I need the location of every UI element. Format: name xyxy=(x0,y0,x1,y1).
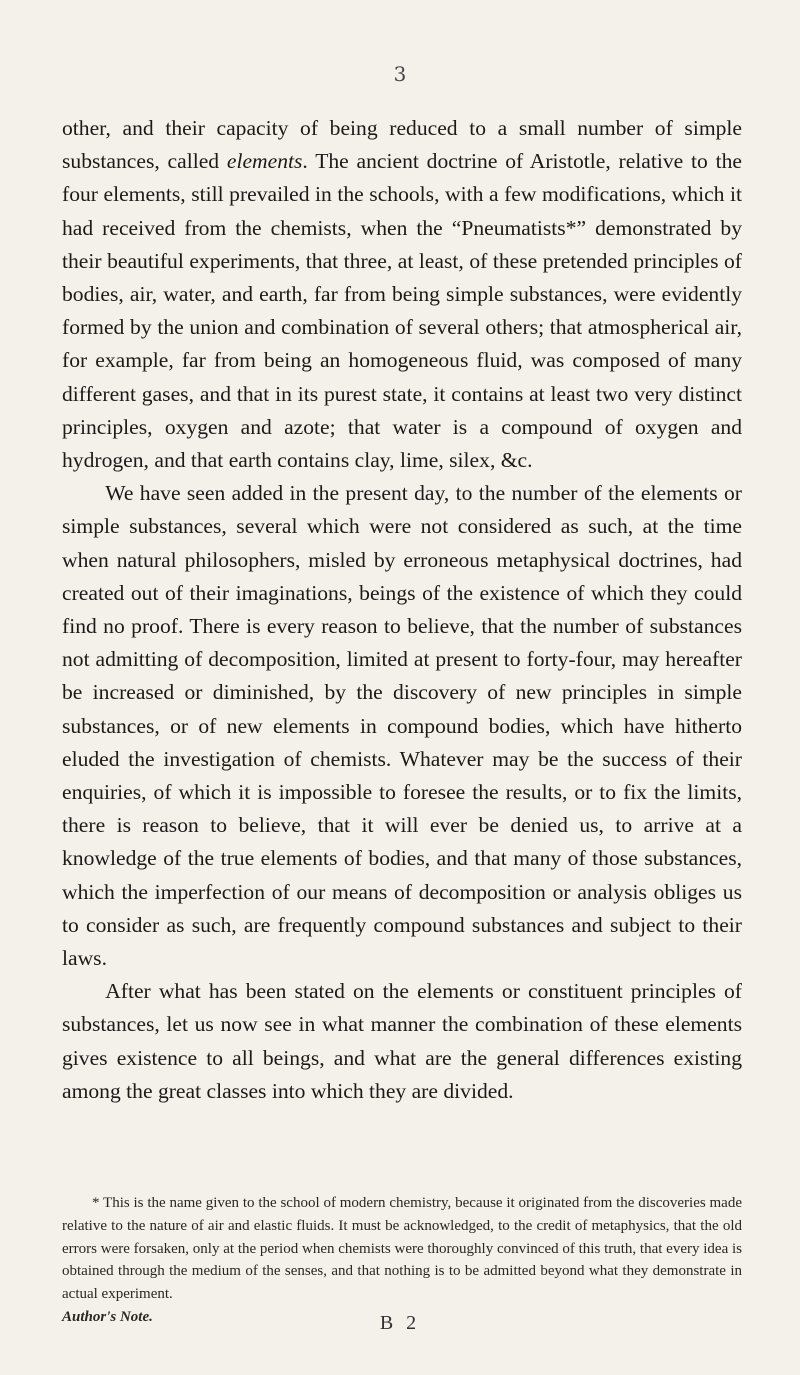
paragraph-3: After what has been stated on the elements or constituent principles of substances, let us now see in what manner the combination of these elements gives existence to all beings, and what are the general differences existing among the great classes into which they are divided. xyxy=(62,979,742,1103)
paragraph-1 xyxy=(62,112,742,477)
footnote xyxy=(62,1192,742,1329)
signature-mark: B 2 xyxy=(379,1312,421,1334)
paragraph-2: We have seen added in the present day, to the number of the elements or simple substances, several which were not considered as such, at the time when natural philosophers, misled by erroneous metaphysical doctrines, had created out of their imaginations, beings of the existence of which they could find no proof. There is every reason to believe, that the number of substances not admitting of decomposition, limited at present to forty-four, may hereafter be increased or diminished, by the discovery of new principles in simple substances, or of new elements in compound bodies, which have hitherto eluded the investigation of chemists. Whatever may be the success of their enquiries, of which it is impossible to foresee the results, or to fix the limits, there is reason to believe, that it will ever be denied us, to arrive at a knowledge of the true elements of bodies, and that many of those substances, which the imperfection of our means of decomposition or analysis obliges us to consider as such, are frequently compound substances and subject to their laws. xyxy=(62,481,742,971)
footnote-signature: Author's Note. xyxy=(62,1308,153,1325)
paragraph-1-start: other, and their capacity of being reduced to a small number of simple substances, called xyxy=(62,116,742,174)
main-text xyxy=(62,112,742,1108)
emphasized-term: elements xyxy=(226,149,303,174)
page-number: 3 xyxy=(393,62,407,86)
paragraph-1-end: . The ancient doctrine of Aristotle, relative to the four elements, still prevailed in the schools, with a few modifications, which it had received from the chemists, when the “Pneumatists*” demonstrated by their beautiful experiments, that three, at least, of these pretended principles of bodies, air, water, and earth, far from being simple substances, were evidently formed by the union and combination of several others; that atmospherical air, for example, far from being an homogeneous fluid, was composed of many different gases, and that in its purest state, it contains at least two very distinct principles, oxygen and azote; that water is a compound of oxygen and hydrogen, and that earth contains clay, lime, silex, &c. xyxy=(62,149,742,473)
footnote-text: * This is the name given to the school of modern chemistry, because it originated from the discoveries made relative to the nature of air and elastic fluids. It must be acknowledged, to the credit of metaphysics, that the old errors were forsaken, only at the period when chemists were thoroughly convinced of this truth, that every idea is obtained through the medium of the senses, and that nothing is to be admitted beyond what they demonstrate in actual experiment. xyxy=(62,1195,742,1303)
